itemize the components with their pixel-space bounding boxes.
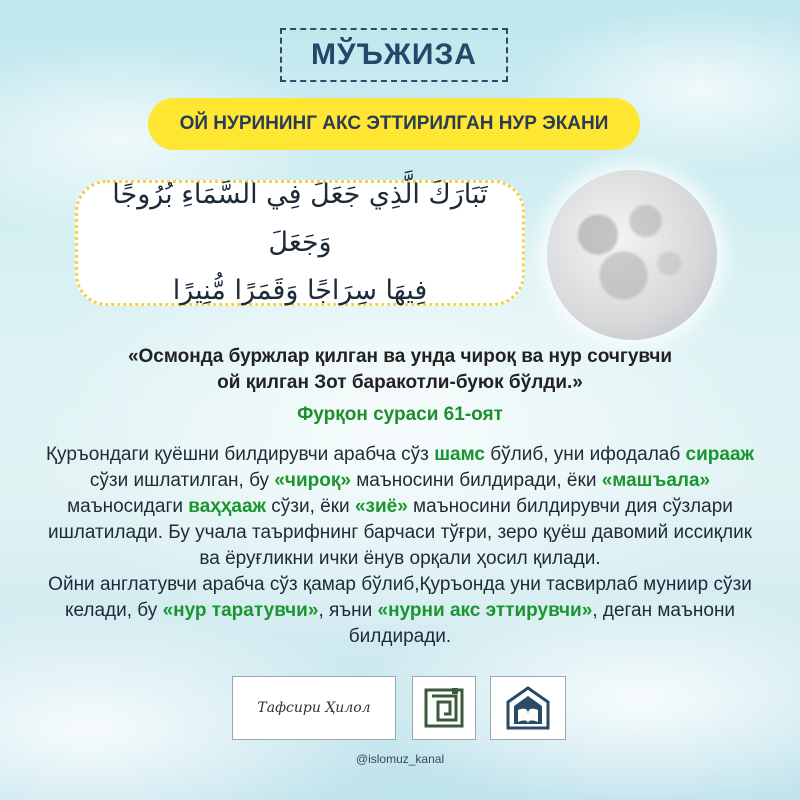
text-span: маъносидаги (67, 496, 189, 517)
moon-image (547, 170, 717, 340)
highlight-term: «зиё» (354, 496, 408, 517)
text-span: сўзи ишлатилган, бу (89, 470, 275, 491)
quote-line-1: «Осмонда буржлар қилган ва унда чироқ ва нур сочгувчи (127, 346, 673, 367)
highlight-term: «нурни акс эттирувчи» (377, 600, 593, 621)
kufic-icon (422, 686, 466, 730)
paragraph-1 (40, 442, 760, 572)
arabic-line-1: تَبَارَكَ الَّذِي جَعَلَ فِي السَّمَاءِ بُرُوجًا وَجَعَلَ (112, 179, 488, 258)
text-span: маъносини билдиради, ёки (350, 470, 602, 491)
social-handle: @islomuz_kanal (355, 752, 445, 766)
subtitle-text: ОЙ НУРИНИНГ АКС ЭТТИРИЛГАН НУР ЭКАНИ (179, 113, 609, 134)
tafsir-logo-text: Тафсири Ҳилол (257, 700, 371, 716)
highlight-term: шамс (434, 444, 485, 465)
highlight-term: «машъала» (601, 470, 711, 491)
arabic-line-2: فِيهَا سِرَاجًا وَقَمَرًا مُّنِيرًا (172, 275, 428, 306)
kufic-calligraphy-logo (412, 676, 476, 740)
text-span: Қуръондаги қуёшни билдирувчи арабча сўз (45, 444, 435, 465)
text-span: сўзи, ёки (266, 496, 355, 517)
highlight-term: ваҳҳааж (188, 496, 267, 517)
verse-source: Фурқон сураси 61-оят (297, 404, 503, 425)
title-box (280, 28, 508, 82)
highlight-term: сирааж (685, 444, 754, 465)
highlight-term: «нур таратувчи» (162, 600, 319, 621)
mosque-book-icon (504, 684, 552, 732)
text-span: , деган маънони билдиради. (348, 600, 736, 647)
page-title: МЎЪЖИЗА (311, 38, 477, 71)
text-span: маъносини билдирувчи дия сўзлари ишлатилади. Бу учала таърифнинг барчаси тўғри, зеро қуёш давомий иссиқлик ва ёруғликни ички ёнув орқали ҳосил қилади. (47, 496, 753, 569)
tafsir-hilol-logo (232, 676, 396, 740)
highlight-term: «чироқ» (274, 470, 351, 491)
quote-line-2: ой қилган Зот баракотли-буюк бўлди.» (217, 372, 583, 393)
verse-translation (40, 344, 760, 396)
mosque-book-logo (490, 676, 566, 740)
logo-row (232, 676, 568, 742)
text-span: , яъни (318, 600, 378, 621)
explanation-text (40, 442, 760, 650)
paragraph-2 (40, 572, 760, 650)
text-span: Ойни англатувчи арабча сўз қамар бўлиб,Қуръонда уни тасвирлаб муниир сўзи келади, бу (48, 574, 752, 621)
subtitle-banner (148, 98, 640, 150)
arabic-verse (78, 171, 522, 315)
arabic-verse-box (75, 180, 525, 306)
text-span: бўлиб, уни ифодалаб (484, 444, 686, 465)
